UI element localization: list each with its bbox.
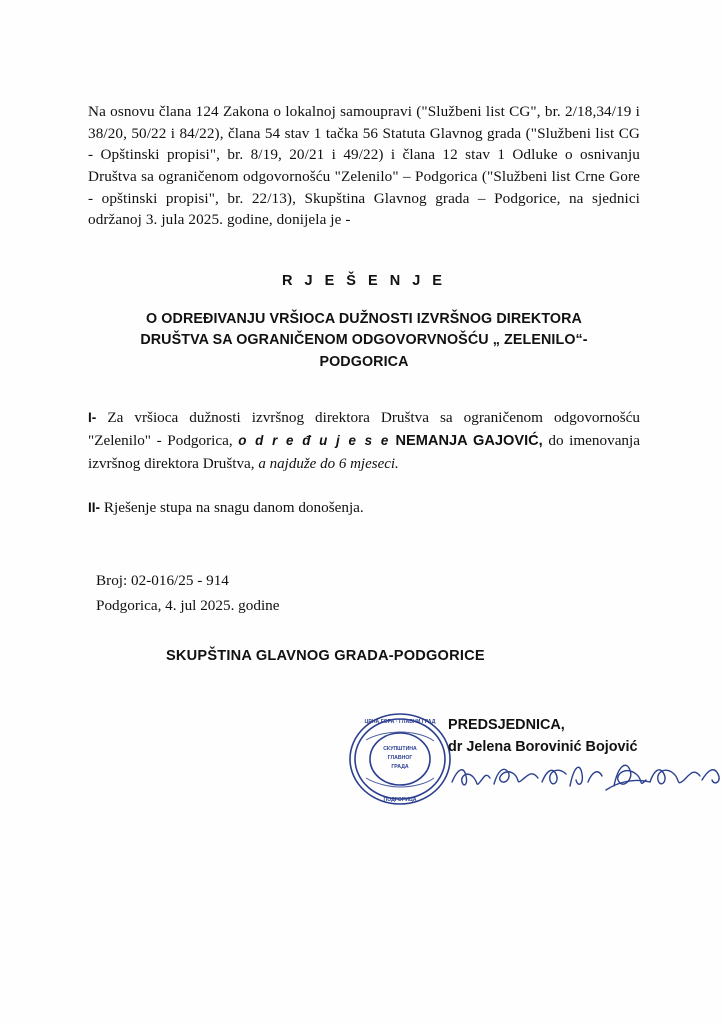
document-place-date: Podgorica, 4. jul 2025. godine: [96, 596, 280, 614]
article-one-marker: I-: [88, 409, 97, 425]
subtitle-line-1: O ODREĐIVANJU VRŠIOCA DUŽNOSTI IZVRŠNOG DIREKTORA: [146, 310, 582, 327]
handwritten-signature: [446, 752, 724, 802]
document-body: [88, 86, 640, 664]
document-title: R J E Š E N J E: [282, 272, 446, 289]
document-number: Broj: 02-016/25 - 914: [96, 572, 229, 590]
signature-area: [88, 700, 648, 830]
svg-text:СКУПШТИНА: СКУПШТИНА: [383, 746, 417, 752]
preamble-paragraph: Na osnovu člana 124 Zakona o lokalnoj samoupravi ("Službeni list CG", br. 2/18,34/19 i 38/20, 50/22 i 84/22), člana 54 stav 1 tačka 56 Statuta Glavnog grada ("Službeni list CG - Opštinski propisi", br. 8/19, 20/21 i 49/22) i člana 12 stav 1 Odluke o osnivanju Društva sa ograničenom odgovornošću "Zelenilo" – Podgorica ("Službeni list Crne Gore - opštinski propisi", br. 22/13), Skupština Glavnog grada – Podgorice, na sjednici održanoj 3. jula 2025. godine, donijela je -: [88, 103, 640, 229]
subtitle-line-2: DRUŠTVA SA OGRANIČENOM ODGOVORVNOŠĆU „ ZELENILO“-: [140, 332, 588, 349]
svg-text:ПОДГОРИЦА: ПОДГОРИЦА: [383, 797, 417, 803]
subtitle-line-3: PODGORICA: [319, 353, 409, 370]
svg-text:ГРАДА: ГРАДА: [391, 764, 409, 770]
appointed-person-name: NEMANJA GAJOVIĆ,: [395, 432, 543, 449]
article-one-italic-note: a najduže do 6 mjeseci.: [258, 455, 399, 472]
article-one-text-2: do imenovanja izvršnog direktora Društva,: [88, 431, 640, 472]
svg-text:ГЛАВНОГ: ГЛАВНОГ: [387, 755, 413, 761]
article-two: [88, 499, 640, 517]
article-two-text: Rješenje stupa na snagu danom donošenja.: [103, 499, 364, 517]
assembly-name: SKUPŠTINA GLAVNOG GRADA-PODGORICE: [166, 648, 485, 665]
svg-text:ЦРНА ГОРА · ГЛАВНИ ГРАД: ЦРНА ГОРА · ГЛАВНИ ГРАД: [364, 719, 436, 725]
document-meta: [96, 569, 640, 618]
title-block: [88, 273, 640, 373]
article-one: [88, 407, 640, 475]
article-one-spaced-phrase: o d r e đ u j e s e: [238, 432, 390, 448]
signatory-name: dr Jelena Borovinić Bojović: [448, 739, 638, 756]
article-two-marker: II-: [88, 500, 101, 516]
article-one-text-1: Za vršioca dužnosti izvršnog direktora Društva sa ograničenom odgovornošću "Zelenilo" - Podgorica,: [88, 408, 641, 449]
official-stamp: [346, 710, 454, 808]
signatory-role: PREDSJEDNICA,: [448, 717, 565, 733]
document-subtitle: [88, 309, 640, 373]
